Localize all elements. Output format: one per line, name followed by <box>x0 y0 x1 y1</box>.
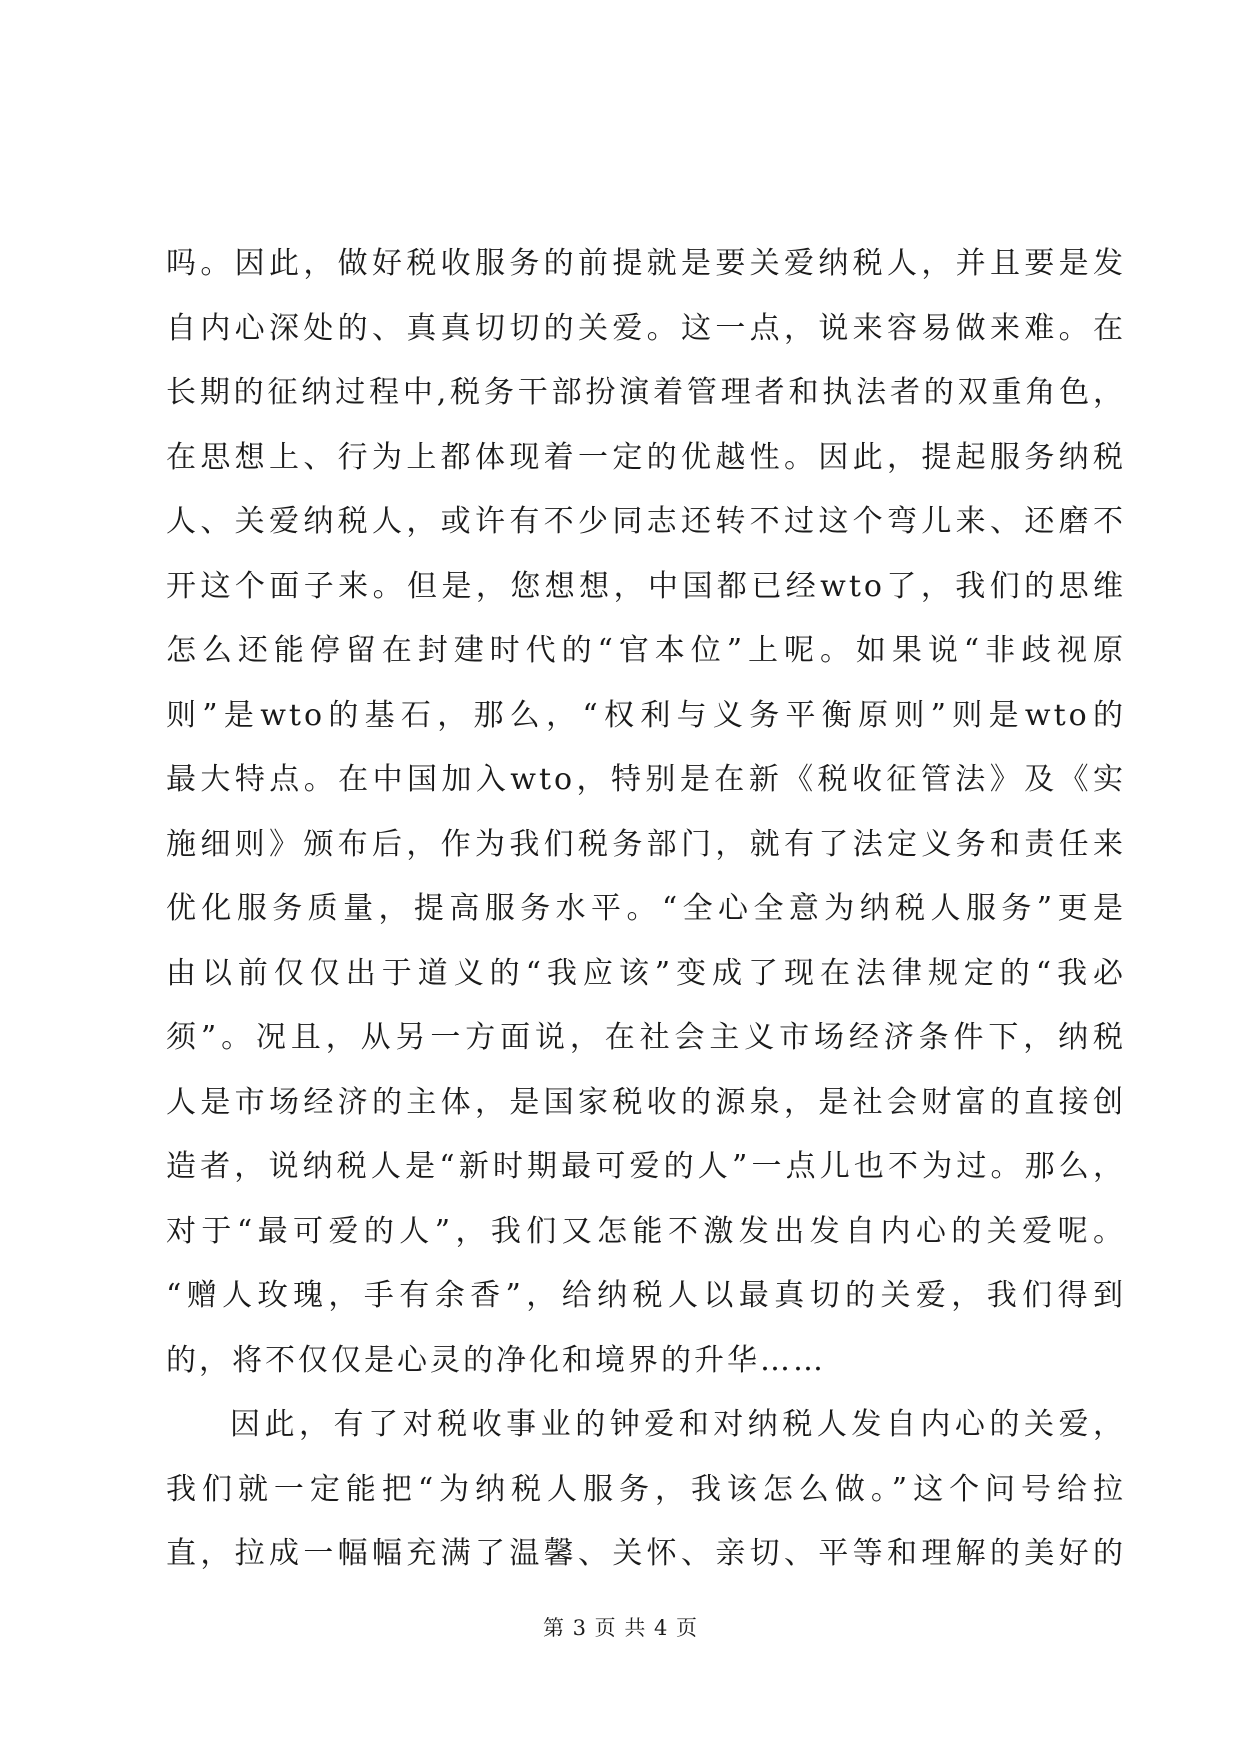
body-text <box>166 232 1126 1587</box>
text-line: 对于“最可爱的人”，我们又怎能不激发出发自内心的关爱呢。 <box>166 1213 1126 1249</box>
text-line: 长期的征纳过程中,税务干部扮演着管理者和执法者的双重角色， <box>166 375 1126 410</box>
text-line: 开这个面子来。但是，您想想，中国都已经wto了，我们的思维 <box>166 568 1126 604</box>
text-line: 人是市场经济的主体，是国家税收的源泉，是社会财富的直接创 <box>166 1084 1126 1120</box>
text-line: 人、关爱纳税人，或许有不少同志还转不过这个弯儿来、还磨不 <box>166 504 1126 539</box>
text-line: 直，拉成一幅幅充满了温馨、关怀、亲切、平等和理解的美好的 <box>166 1536 1126 1571</box>
page-footer: 第 3 页 共 4 页 <box>542 1616 699 1640</box>
text-line: 则”是wto的基石，那么，“权利与义务平衡原则”则是wto的 <box>166 697 1126 733</box>
text-line: 的，将不仅仅是心灵的净化和境界的升华…… <box>166 1342 826 1378</box>
text-line: 因此，有了对税收事业的钟爱和对纳税人发自内心的关爱， <box>230 1407 1126 1442</box>
text-line: 由以前仅仅出于道义的“我应该”变成了现在法律规定的“我必 <box>166 955 1126 991</box>
text-line: 自内心深处的、真真切切的关爱。这一点，说来容易做来难。在 <box>166 310 1126 346</box>
text-line: 施细则》颁布后，作为我们税务部门，就有了法定义务和责任来 <box>166 826 1126 862</box>
text-line: “赠人玫瑰，手有余香”，给纳税人以最真切的关爱，我们得到 <box>166 1278 1126 1313</box>
text-line: 优化服务质量，提高服务水平。“全心全意为纳税人服务”更是 <box>166 891 1126 926</box>
text-line: 吗。因此，做好税收服务的前提就是要关爱纳税人，并且要是发 <box>166 246 1126 281</box>
text-line: 造者，说纳税人是“新时期最可爱的人”一点儿也不为过。那么， <box>166 1149 1126 1184</box>
text-line: 在思想上、行为上都体现着一定的优越性。因此，提起服务纳税 <box>166 439 1126 475</box>
text-line: 怎么还能停留在封建时代的“官本位”上呢。如果说“非歧视原 <box>166 633 1126 668</box>
text-line: 我们就一定能把“为纳税人服务，我该怎么做。”这个问号给拉 <box>166 1471 1126 1507</box>
text-line: 须”。况且，从另一方面说，在社会主义市场经济条件下，纳税 <box>166 1020 1126 1055</box>
text-line: 最大特点。在中国加入wto，特别是在新《税收征管法》及《实 <box>166 762 1126 797</box>
